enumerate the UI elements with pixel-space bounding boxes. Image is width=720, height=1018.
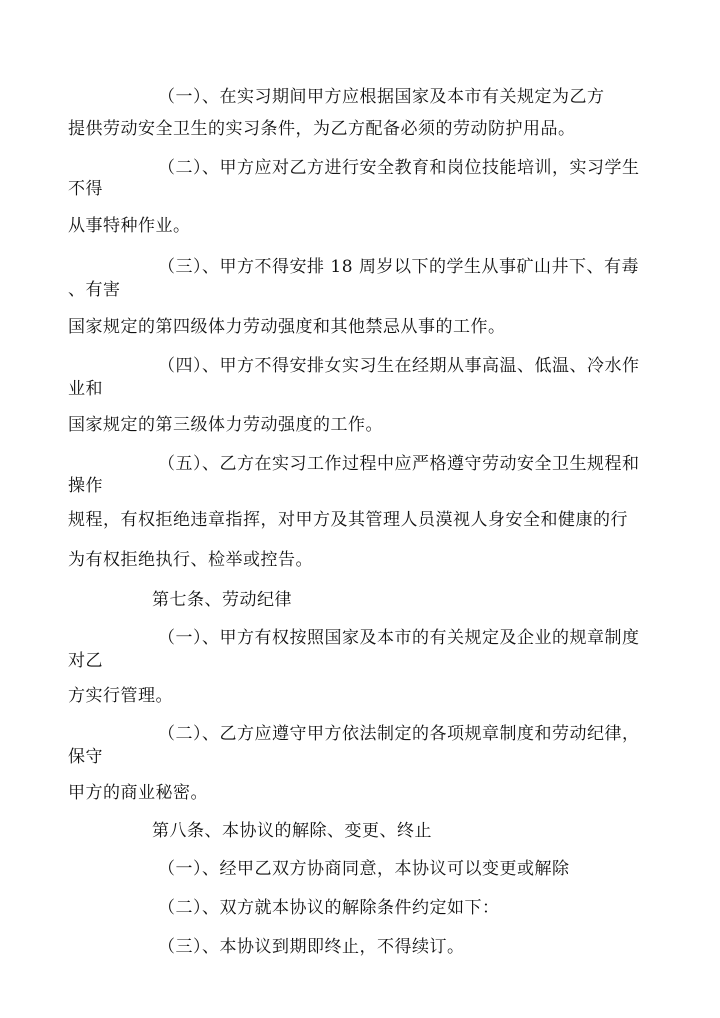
paragraph-line: （五）、乙方在实习工作过程中应严格遵守劳动安全卫生规程和 — [158, 454, 640, 474]
paragraph-line: 国家规定的第四级体力劳动强度和其他禁忌从事的工作。 — [68, 317, 506, 337]
paragraph-line: 为有权拒绝执行、检举或控告。 — [68, 550, 313, 570]
paragraph-line: 方实行管理。 — [68, 686, 173, 706]
paragraph-line: （一）、经甲乙双方协商同意，本协议可以变更或解除 — [158, 859, 570, 879]
paragraph-line: （一）、甲方有权按照国家及本市的有关规定及企业的规章制度 — [158, 628, 640, 648]
paragraph-line: 提供劳动安全卫生的实习条件，为乙方配备必须的劳动防护用品。 — [68, 119, 576, 139]
paragraph-line: 保守 — [68, 747, 103, 767]
paragraph-line: 国家规定的第三级体力劳动强度的工作。 — [68, 415, 383, 435]
paragraph-line: 从事特种作业。 — [68, 216, 191, 236]
paragraph-line: 业和 — [68, 379, 103, 399]
paragraph-line: （一）、在实习期间甲方应根据国家及本市有关规定为乙方 — [158, 87, 605, 107]
paragraph-line: 规程，有权拒绝违章指挥，对甲方及其管理人员漠视人身安全和健康的行 — [68, 510, 628, 530]
paragraph-line: 不得 — [68, 179, 103, 199]
paragraph-line: 对乙 — [68, 651, 103, 671]
paragraph-line: （四）、甲方不得安排女实习生在经期从事高温、低温、冷水作 — [158, 356, 640, 376]
paragraph-line: （二）、双方就本协议的解除条件约定如下： — [158, 898, 500, 918]
paragraph-line: 操作 — [68, 476, 103, 496]
paragraph-line: （三）、甲方不得安排 18 周岁以下的学生从事矿山井下、有毒 — [158, 257, 639, 277]
section-heading: 第八条、本协议的解除、变更、终止 — [152, 821, 432, 841]
section-heading: 第七条、劳动纪律 — [152, 590, 292, 610]
paragraph-line: （三）、本协议到期即终止，不得续订。 — [158, 937, 465, 957]
paragraph-line: 甲方的商业秘密。 — [68, 783, 208, 803]
paragraph-line: 、有害 — [68, 280, 121, 300]
paragraph-line: （二）、乙方应遵守甲方依法制定的各项规章制度和劳动纪律， — [158, 724, 640, 744]
paragraph-line: （二）、甲方应对乙方进行安全教育和岗位技能培训，实习学生 — [158, 158, 640, 178]
